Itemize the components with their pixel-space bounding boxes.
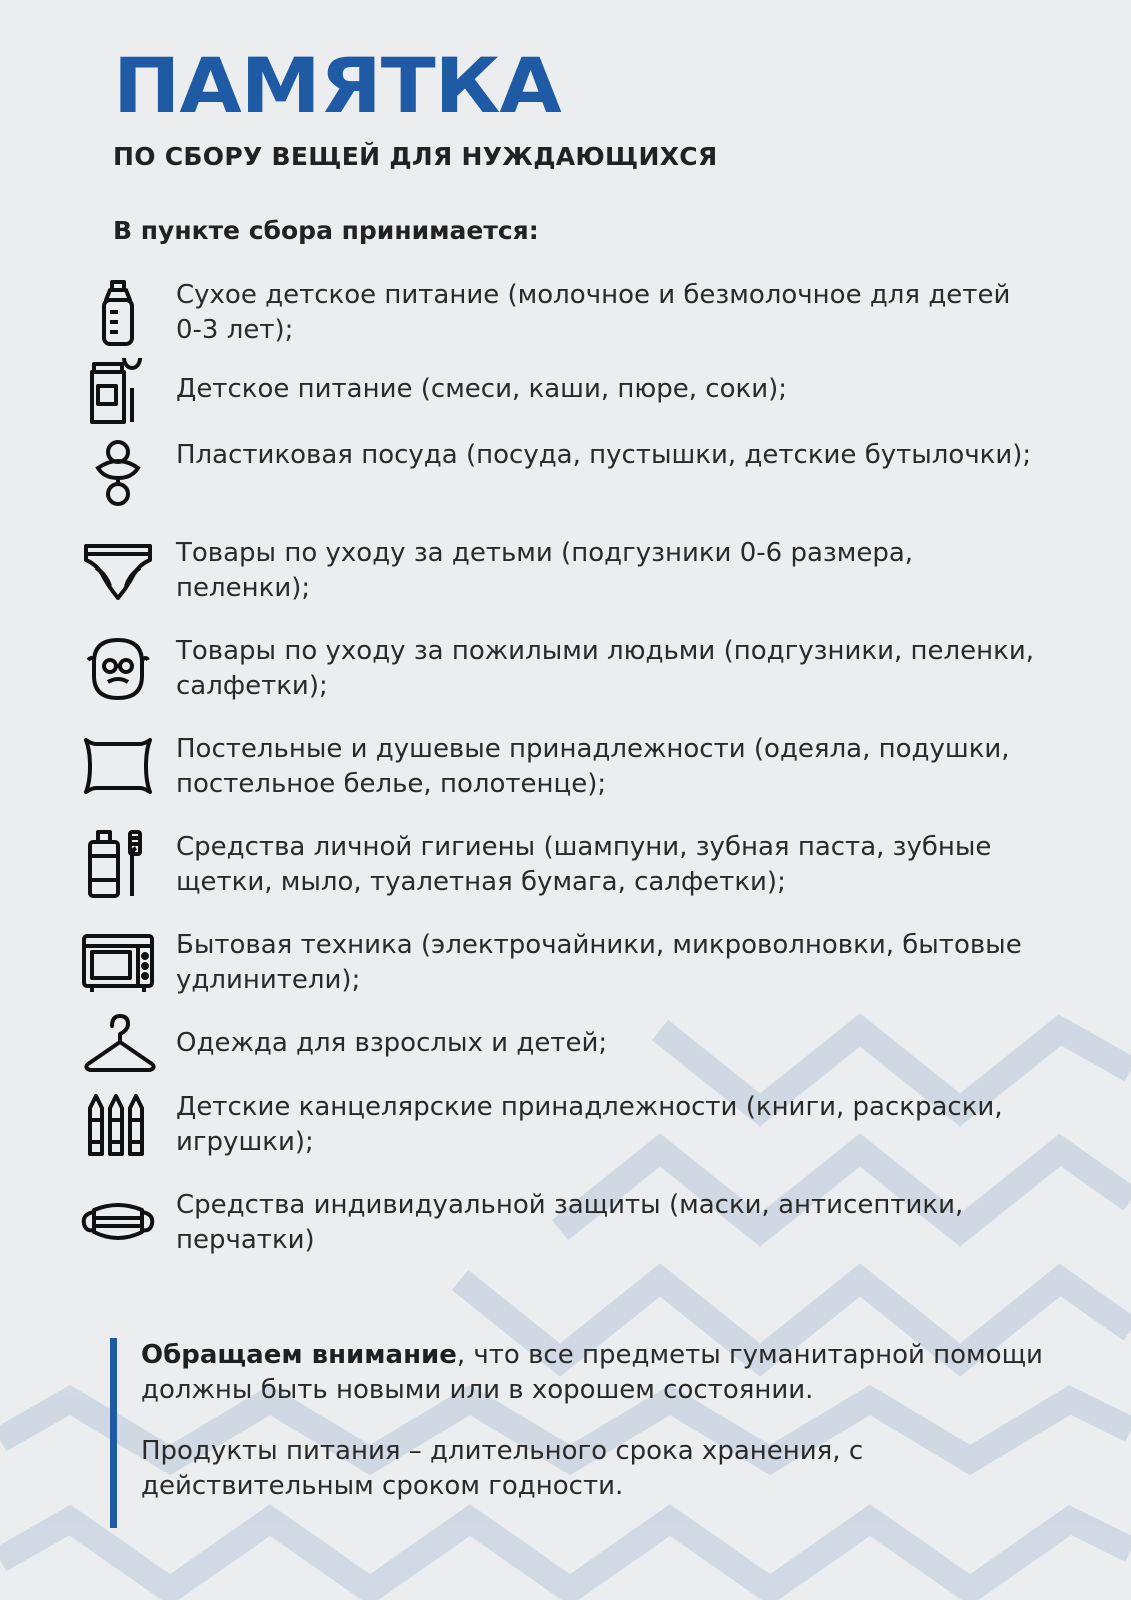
section-label: В пункте сбора принимается:	[113, 216, 539, 245]
item-text: Одежда для взрослых и детей;	[176, 1028, 608, 1058]
item-text: Постельные и душевые принадлежности (одеяла, подушки, постельное белье, полотенце);	[176, 734, 1010, 799]
item-text: Средства индивидуальной защиты (маски, антисептики, перчатки)	[176, 1190, 964, 1255]
pacifier-icon	[80, 438, 156, 508]
baby-bottle-icon	[80, 278, 156, 348]
crayons-icon	[80, 1090, 156, 1160]
page-title: ПАМЯТКА	[113, 41, 561, 130]
note-rest: , что все предметы гуманитарной помощи должны быть новыми или в хорошем состоянии.	[141, 1340, 1043, 1405]
pillow-icon	[80, 732, 156, 802]
item-text: Средства личной гигиены (шампуни, зубная паста, зубные щетки, мыло, туалетная бумага, салфетки);	[176, 832, 992, 897]
diaper-icon	[80, 536, 156, 606]
note-paragraph-2: Продукты питания – длительного срока хранения, с действительным сроком годности.	[141, 1436, 864, 1501]
hanger-icon	[80, 1010, 156, 1080]
item-text: Бытовая техника (электрочайники, микроволновки, бытовые удлинители);	[176, 930, 1022, 995]
item-text: Пластиковая посуда (посуда, пустышки, детские бутылочки);	[176, 440, 1032, 470]
elderly-face-icon	[80, 634, 156, 704]
item-text: Сухое детское питание (молочное и безмолочное для детей 0-3 лет);	[176, 280, 1011, 345]
item-text: Товары по уходу за пожилыми людьми (подгузники, пеленки, салфетки);	[176, 636, 1034, 701]
face-mask-icon	[80, 1188, 156, 1258]
note-bold-lead: Обращаем внимание	[141, 1340, 457, 1370]
page-subtitle: ПО СБОРУ ВЕЩЕЙ ДЛЯ НУЖДАЮЩИХСЯ	[113, 142, 718, 171]
note-paragraph-1	[141, 1338, 1070, 1408]
item-text: Товары по уходу за детьми (подгузники 0-6 размера, пеленки);	[176, 538, 914, 603]
item-text: Детское питание (смеси, каши, пюре, соки);	[176, 374, 787, 404]
toiletries-icon	[80, 830, 156, 900]
item-text: Детские канцелярские принадлежности (книги, раскраски, игрушки);	[176, 1092, 1003, 1157]
microwave-icon	[80, 928, 156, 998]
attention-note	[110, 1338, 1070, 1528]
baby-food-jar-icon	[80, 358, 156, 428]
